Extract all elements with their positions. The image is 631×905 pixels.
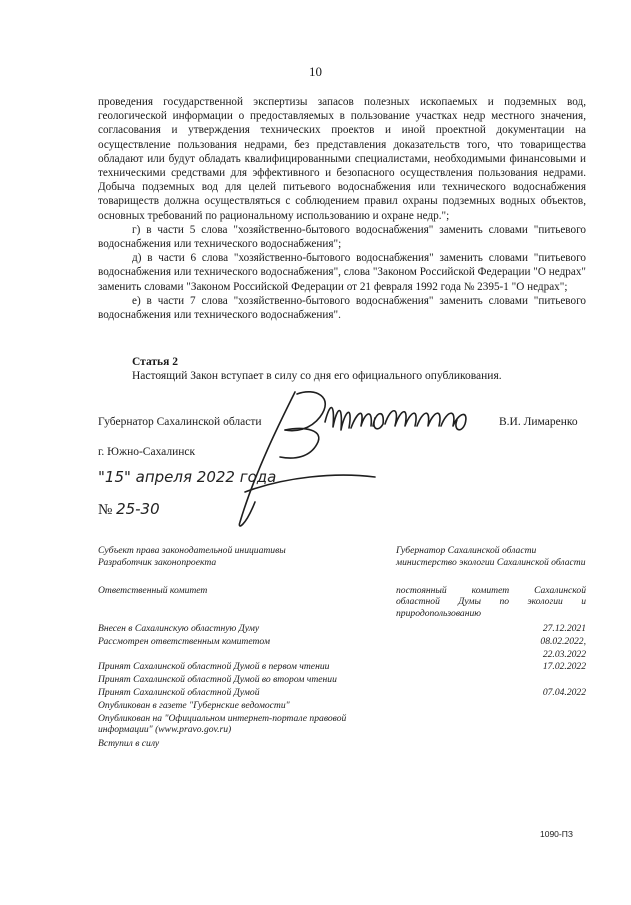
law-body-text [98,95,586,322]
committee-value: постоянный комитет Сахалинской областной Думы по экологии и природопользованию [396,585,586,619]
in-force-label: Вступил в силу [98,738,160,749]
number-label: № [98,502,113,518]
article-text: Настоящий Закон вступает в силу со дня его официального опубликования. [132,370,502,382]
subject-value: Губернатор Сахалинской области [396,545,537,556]
reviewed-label: Рассмотрен ответственным комитетом [98,636,270,647]
first-reading-label: Принят Сахалинской областной Думой в первом чтении [98,661,330,672]
document-code: 1090-ПЗ [540,829,573,839]
adopted-date: 07.04.2022 [542,687,586,698]
paragraph-item-d: д) в части 6 слова "хозяйственно-бытового водоснабжения" заменить словами "питьевого водоснабжения или технического водоснабжения", слова "Законом Российской Федерации "О недрах" заменить словами "Законом Российской Федерации от 21 февраля 1992 года № 2395-1 "О недрах"; [98,252,586,293]
handwritten-signature [225,382,495,532]
reviewed-date-2: 22.03.2022 [542,649,586,660]
developer-label: Разработчик законопроекта [98,557,217,568]
signer-name: В.И. Лимаренко [499,416,578,428]
submitted-label: Внесен в Сахалинскую областную Думу [98,623,260,634]
page-number: 10 [309,64,322,79]
published-portal-label: Опубликован на "Официальном интернет-портале правовой информации" (www.pravo.gov.ru) [98,713,347,736]
adopted-label: Принят Сахалинской областной Думой [98,687,260,698]
paragraph-item-g: г) в части 5 слова "хозяйственно-бытового водоснабжения" заменить словами "питьевого водоснабжения или технического водоснабжения"; [98,223,586,251]
developer-value: министерство экологии Сахалинской области [396,557,586,568]
city: г. Южно-Сахалинск [98,446,196,458]
first-reading-date: 17.02.2022 [542,661,586,672]
published-newspaper-label: Опубликован в газете "Губернские ведомости" [98,700,290,711]
law-number [98,500,160,519]
committee-label: Ответственный комитет [98,585,208,596]
article-title: Статья 2 [132,356,178,368]
handwritten-date: "15" апреля 2022 года [98,468,277,486]
handwritten-number: 25-30 [116,500,160,518]
second-reading-label: Принят Сахалинской областной Думой во втором чтении [98,674,337,685]
signer-position: Губернатор Сахалинской области [98,416,262,428]
subject-label: Субъект права законодательной инициативы [98,545,286,556]
reviewed-date-1: 08.02.2022, [540,636,586,647]
submitted-date: 27.12.2021 [542,623,586,634]
paragraph-item-e: е) в части 7 слова "хозяйственно-бытового водоснабжения" заменить словами "питьевого водоснабжения или технического водоснабжения". [98,294,586,322]
paragraph-continuation: проведения государственной экспертизы запасов полезных ископаемых и подземных вод, геологической информации о предоставляемых в пользование участках недр местного значения, согласования и утверждения технических проектов и иной проектной документации на осуществление пользования недрами, без представления доказательств того, что товарищества обладают или будут обладать квалифицированными специалистами, необходимыми финансовыми и техническими средствами для эффективного и безопасного осуществления пользования недрами. Добыча подземных вод для целей питьевого водоснабжения или технического водоснабжения товариществ должна осуществляться с соблюдением правил охраны подземных водных объектов, основных требований по рациональному использованию и охране недр."; [98,96,586,222]
